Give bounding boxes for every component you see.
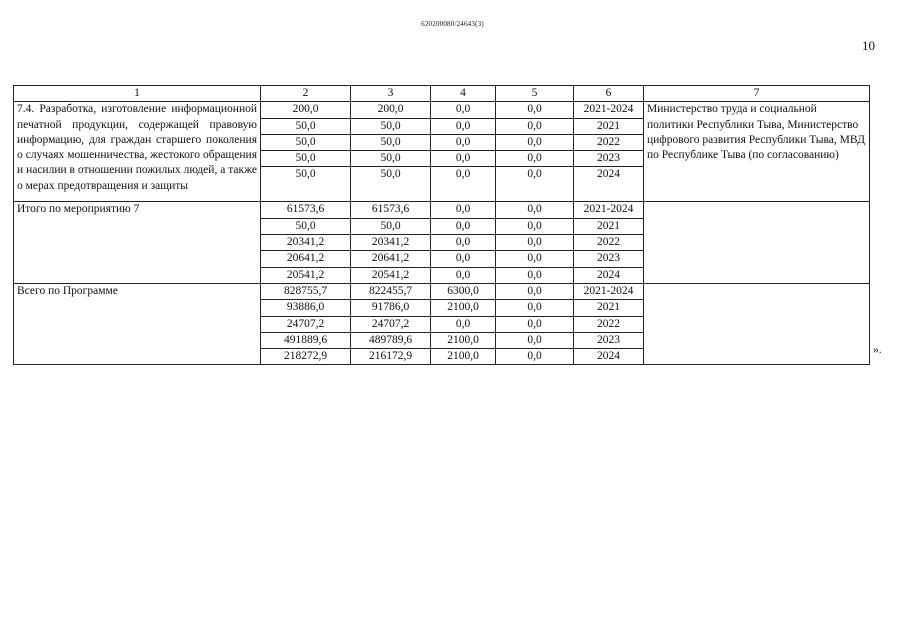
table-cell: 2021-2024: [574, 202, 644, 218]
table-cell: 50,0: [351, 134, 431, 150]
header-cell: 3: [351, 86, 431, 102]
table-cell: 216172,9: [351, 349, 431, 365]
table-row: [14, 283, 870, 299]
table-cell: 0,0: [431, 167, 496, 202]
table-cell: 0,0: [431, 102, 496, 118]
table-cell: 0,0: [431, 151, 496, 167]
table-cell: 0,0: [431, 267, 496, 283]
table-cell: 0,0: [431, 316, 496, 332]
table-cell: 2100,0: [431, 349, 496, 365]
table-cell: 0,0: [496, 300, 574, 316]
page-number: 10: [862, 38, 875, 53]
table-cell: 491889,6: [261, 332, 351, 348]
table-cell: 0,0: [496, 118, 574, 134]
table-cell: 24707,2: [261, 316, 351, 332]
table-cell: 91786,0: [351, 300, 431, 316]
table-cell: 50,0: [351, 218, 431, 234]
table-cell: 2021: [574, 300, 644, 316]
table-cell: 20541,2: [261, 267, 351, 283]
table-cell: 2024: [574, 267, 644, 283]
table-cell: 822455,7: [351, 283, 431, 299]
table-cell: 2021-2024: [574, 102, 644, 118]
table-row: [14, 202, 870, 218]
table-cell: 2022: [574, 316, 644, 332]
table-cell: 0,0: [431, 251, 496, 267]
table-cell: 50,0: [261, 218, 351, 234]
program-table: [13, 85, 870, 365]
table-cell: 200,0: [261, 102, 351, 118]
table-cell: 93886,0: [261, 300, 351, 316]
table-cell: 2021: [574, 218, 644, 234]
table-cell: 2022: [574, 235, 644, 251]
header-cell: 4: [431, 86, 496, 102]
table-cell: 50,0: [351, 167, 431, 202]
table-cell: 0,0: [496, 283, 574, 299]
table-row: [14, 102, 870, 118]
table-cell: 2023: [574, 251, 644, 267]
table-cell: 50,0: [261, 134, 351, 150]
header-cell: 5: [496, 86, 574, 102]
table-cell: 0,0: [431, 202, 496, 218]
total-program-label: Всего по Программе: [14, 283, 261, 364]
table-cell: 0,0: [496, 332, 574, 348]
table-cell: 218272,9: [261, 349, 351, 365]
total-measure-label: Итого по мероприятию 7: [14, 202, 261, 283]
document-code: 620200080/24643(3): [421, 20, 484, 28]
table-cell: 0,0: [496, 349, 574, 365]
table-cell: 200,0: [351, 102, 431, 118]
table-cell: 489789,6: [351, 332, 431, 348]
table-cell: 2024: [574, 349, 644, 365]
item-description: 7.4. Разработка, изготовление информационной печатной продукции, содержащей правовую информацию, для граждан старшего поколения о случаях мошенничества, жестокого обращения и насилии в отношении пожилых людей, а также о мерах предотвращения и защиты: [14, 102, 261, 202]
table-cell: 0,0: [496, 151, 574, 167]
table-cell: 0,0: [431, 134, 496, 150]
table-cell: 0,0: [431, 235, 496, 251]
header-cell: 1: [14, 86, 261, 102]
table-cell: 20541,2: [351, 267, 431, 283]
table-header-row: [14, 86, 870, 102]
table-cell: 24707,2: [351, 316, 431, 332]
table-cell: 20341,2: [351, 235, 431, 251]
table-cell: 2023: [574, 151, 644, 167]
table-cell: 0,0: [496, 267, 574, 283]
table-cell: 828755,7: [261, 283, 351, 299]
table-cell: 0,0: [496, 235, 574, 251]
header-cell: 7: [644, 86, 870, 102]
table-cell: 20641,2: [261, 251, 351, 267]
table-cell: 50,0: [351, 151, 431, 167]
table-cell: 0,0: [431, 118, 496, 134]
table-cell: 2100,0: [431, 300, 496, 316]
table-cell: 0,0: [496, 167, 574, 202]
table-cell: 0,0: [496, 202, 574, 218]
table-cell: 50,0: [261, 151, 351, 167]
header-cell: 6: [574, 86, 644, 102]
table-cell: 50,0: [351, 118, 431, 134]
table-cell: 61573,6: [351, 202, 431, 218]
table-cell: 0,0: [496, 134, 574, 150]
table-cell: 0,0: [431, 218, 496, 234]
table-cell: 50,0: [261, 167, 351, 202]
item-executors: Министерство труда и социальной политики Республики Тыва, Министерство цифрового развития Республики Тыва, МВД по Республике Тыва (по согласованию): [644, 102, 870, 202]
table-cell: 2023: [574, 332, 644, 348]
table-cell: 61573,6: [261, 202, 351, 218]
table-cell: 2021: [574, 118, 644, 134]
table-cell: 2022: [574, 134, 644, 150]
table-cell: 50,0: [261, 118, 351, 134]
table-cell: 2021-2024: [574, 283, 644, 299]
table-cell: 0,0: [496, 316, 574, 332]
empty-executors-cell: [644, 202, 870, 283]
table-cell: 2024: [574, 167, 644, 202]
table-cell: 0,0: [496, 251, 574, 267]
table-cell: 0,0: [496, 218, 574, 234]
table-cell: 2100,0: [431, 332, 496, 348]
table-cell: 20341,2: [261, 235, 351, 251]
closing-quote-mark: ».: [873, 344, 882, 356]
header-cell: 2: [261, 86, 351, 102]
table-cell: 6300,0: [431, 283, 496, 299]
table-cell: 20641,2: [351, 251, 431, 267]
empty-executors-cell: [644, 283, 870, 364]
table-cell: 0,0: [496, 102, 574, 118]
